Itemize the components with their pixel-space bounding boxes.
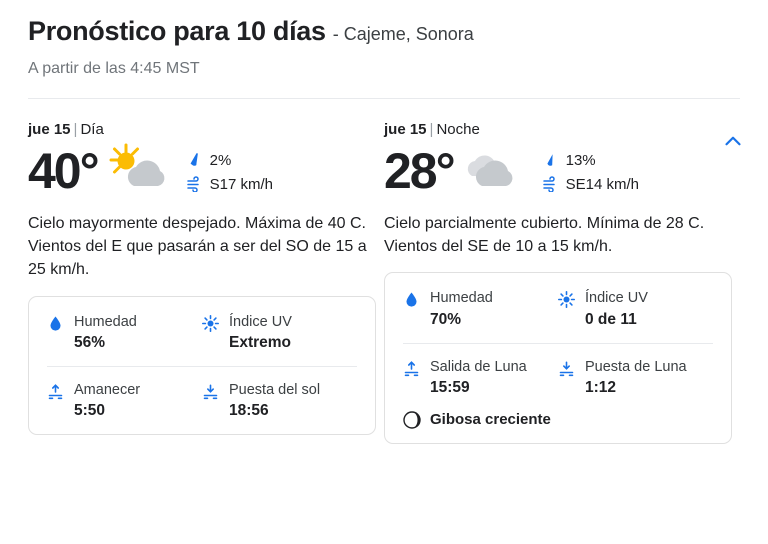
night-date: jue 15 bbox=[384, 121, 427, 138]
night-detail-moonrise bbox=[403, 358, 558, 397]
night-label: jue 15 | Noche bbox=[384, 121, 480, 138]
moon-phase-icon bbox=[403, 411, 421, 429]
night-period: Noche bbox=[436, 121, 480, 138]
night-moonset-label: Puesta de Luna bbox=[585, 358, 687, 375]
page-title-location: - Cajeme, Sonora bbox=[332, 24, 474, 44]
day-detail-sunrise bbox=[47, 381, 202, 420]
day-detail-humidity bbox=[47, 313, 202, 352]
page-title bbox=[28, 16, 740, 47]
day-uv-label: Índice UV bbox=[229, 313, 292, 330]
day-detail-uv bbox=[202, 313, 357, 352]
night-precipitation-value: 13% bbox=[565, 151, 596, 169]
night-details-row-2 bbox=[403, 358, 713, 397]
day-sunset-value: 18:56 bbox=[229, 401, 269, 419]
sun-behind-cloud-icon bbox=[104, 142, 168, 200]
moonrise-icon bbox=[403, 360, 420, 377]
day-sunrise-label: Amanecer bbox=[74, 381, 141, 398]
day-details-row-2 bbox=[47, 381, 357, 420]
night-column bbox=[384, 99, 740, 444]
sunset-icon bbox=[202, 383, 219, 400]
forecast-columns bbox=[0, 99, 768, 444]
night-temp-row bbox=[384, 140, 740, 202]
night-detail-moonset bbox=[558, 358, 713, 397]
day-description: Cielo mayormente despejado. Máxima de 40 C. Vientos del E que pasarán a ser del SO de 15 a 25 km/h. bbox=[28, 215, 367, 279]
night-details-row-1 bbox=[403, 289, 713, 328]
night-detail-humidity bbox=[403, 289, 558, 328]
moon-phase-label: Gibosa creciente bbox=[430, 411, 551, 429]
day-precipitation-value: 2% bbox=[209, 151, 232, 169]
day-metrics bbox=[186, 150, 273, 193]
forecast-header bbox=[0, 0, 768, 99]
day-humidity-label: Humedad bbox=[74, 313, 137, 330]
wind-icon bbox=[542, 176, 558, 192]
day-sunset-label: Puesta del sol bbox=[229, 381, 321, 398]
night-moon-phase bbox=[403, 411, 713, 429]
page-title-main: Pronóstico para 10 días bbox=[28, 16, 326, 46]
night-uv-label: Índice UV bbox=[585, 290, 648, 307]
night-details-card bbox=[384, 272, 732, 443]
night-card-divider bbox=[403, 343, 713, 344]
moonset-icon bbox=[558, 360, 575, 377]
day-temperature: 40° bbox=[28, 143, 98, 199]
day-wind bbox=[186, 176, 273, 193]
precipitation-icon bbox=[186, 152, 202, 168]
night-humidity-label: Humedad bbox=[430, 290, 493, 307]
precipitation-icon bbox=[542, 152, 558, 168]
day-temp-row bbox=[28, 140, 384, 202]
day-period: Día bbox=[80, 121, 104, 138]
uv-sun-icon bbox=[558, 291, 575, 308]
day-details-card bbox=[28, 296, 376, 435]
night-moonset-value: 1:12 bbox=[585, 378, 617, 396]
day-card-divider bbox=[47, 366, 357, 367]
night-moonrise-label: Salida de Luna bbox=[430, 358, 527, 375]
day-label: jue 15 | Día bbox=[28, 121, 104, 138]
day-detail-sunset bbox=[202, 381, 357, 420]
uv-sun-icon bbox=[202, 315, 219, 332]
day-uv-value: Extremo bbox=[229, 333, 292, 351]
day-column bbox=[28, 99, 384, 444]
cloudy-icon bbox=[460, 142, 524, 200]
day-date: jue 15 bbox=[28, 121, 71, 138]
day-details-row-1 bbox=[47, 313, 357, 352]
humidity-drop-icon bbox=[47, 315, 64, 332]
night-detail-uv bbox=[558, 289, 713, 328]
humidity-drop-icon bbox=[403, 291, 420, 308]
wind-icon bbox=[186, 176, 202, 192]
day-humidity-value: 56% bbox=[74, 333, 106, 351]
forecast-subtitle: A partir de las 4:45 MST bbox=[28, 60, 200, 77]
sunrise-icon bbox=[47, 383, 64, 400]
night-precipitation bbox=[542, 152, 639, 169]
night-wind bbox=[542, 176, 639, 193]
day-wind-value: S17 km/h bbox=[209, 175, 273, 193]
night-uv-value: 0 de 11 bbox=[585, 310, 637, 328]
day-sunrise-value: 5:50 bbox=[74, 401, 106, 419]
day-precipitation bbox=[186, 152, 273, 169]
night-moonrise-value: 15:59 bbox=[430, 378, 470, 396]
night-description: Cielo parcialmente cubierto. Mínima de 28 C. Vientos del SE de 10 a 15 km/h. bbox=[384, 215, 705, 256]
night-wind-value: SE14 km/h bbox=[565, 175, 639, 193]
night-metrics bbox=[542, 150, 639, 193]
night-temperature: 28° bbox=[384, 143, 454, 199]
night-humidity-value: 70% bbox=[430, 310, 462, 328]
